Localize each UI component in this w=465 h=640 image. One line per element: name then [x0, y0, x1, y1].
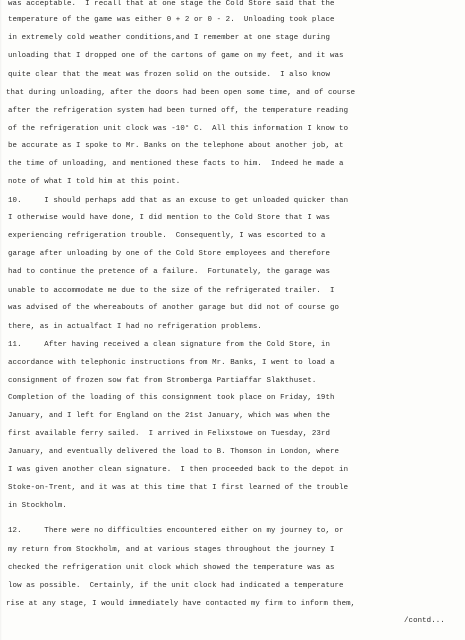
- text-line: I otherwise would have done, I did mention to the Cold Store that I was: [8, 214, 330, 222]
- text-line: January, and eventually delivered the load to B. Thomson in London, where: [8, 448, 340, 456]
- text-line: Stoke-on-Trent, and it was at this time that I first learned of the trouble: [8, 484, 349, 492]
- text-line: accordance with telephonic instructions from Mr. Banks, I went to load a: [8, 359, 335, 367]
- text-line: garage after unloading by one of the Cold Store employees and therefore: [8, 250, 330, 258]
- text-line: the time of unloading, and mentioned these facts to him. Indeed he made a: [8, 160, 344, 168]
- text-line: 10. I should perhaps add that as an excuse to get unloaded quicker than: [8, 197, 349, 205]
- text-line: rise at any stage, I would immediately have contacted my firm to inform them,: [6, 600, 356, 608]
- text-line: be accurate as I spoke to Mr. Banks on the telephone about another job, at: [8, 142, 344, 150]
- text-line: was acceptable. I recall that at one stage the Cold Store said that the: [8, 0, 335, 8]
- text-line: quite clear that the meat was frozen solid on the outside. I also know: [8, 71, 330, 79]
- text-line: 12. There were no difficulties encountered either on my journey to, or: [8, 527, 344, 535]
- text-line: January, and I left for England on the 21st January, which was when the: [8, 412, 330, 420]
- text-line: unloading that I dropped one of the cartons of game on my feet, and it was: [8, 52, 344, 60]
- text-line: was advised of the whereabouts of another garage but did not of course go: [8, 304, 340, 312]
- text-line: after the refrigeration system had been turned off, the temperature reading: [8, 107, 349, 115]
- text-line: in Stockholm.: [8, 502, 67, 510]
- text-line: in extremely cold weather conditions,and I remember at one stage during: [8, 34, 330, 42]
- text-line: that during unloading, after the doors had been open some time, and of course: [6, 89, 356, 97]
- text-line: consignment of frozen sow fat from Stromberga Partiaffar Slakthuset.: [8, 377, 317, 385]
- text-line: low as possible. Certainly, if the unit clock had indicated a temperature: [8, 582, 344, 590]
- continuation-mark: /contd...: [404, 617, 445, 625]
- text-line: first available ferry sailed. I arrived in Felixstowe on Tuesday, 23rd: [8, 430, 330, 438]
- text-line: 11. After having received a clean signature from the Cold Store, in: [8, 341, 330, 349]
- text-line: temperature of the game was either 0 + 2 or 0 - 2. Unloading took place: [8, 16, 335, 24]
- text-line: note of what I told him at this point.: [8, 178, 181, 186]
- text-line: I was given another clean signature. I then proceeded back to the depot in: [8, 466, 349, 474]
- text-line: experiencing refrigeration trouble. Consequently, I was escorted to a: [8, 232, 326, 240]
- text-line: Completion of the loading of this consignment took place on Friday, 19th: [8, 394, 335, 402]
- text-line: of the refrigeration unit clock was -10° C. All this information I know to: [8, 125, 349, 133]
- text-line: checked the refrigeration unit clock which showed the temperature was as: [8, 564, 335, 572]
- text-line: my return from Stockholm, and at various stages throughout the journey I: [8, 546, 335, 554]
- text-line: unable to accommodate me due to the size of the refrigerated trailer. I: [8, 287, 335, 295]
- text-line: there, as in actualfact I had no refrigeration problems.: [8, 323, 262, 331]
- text-line: had to continue the pretence of a failure. Fortunately, the garage was: [8, 268, 330, 276]
